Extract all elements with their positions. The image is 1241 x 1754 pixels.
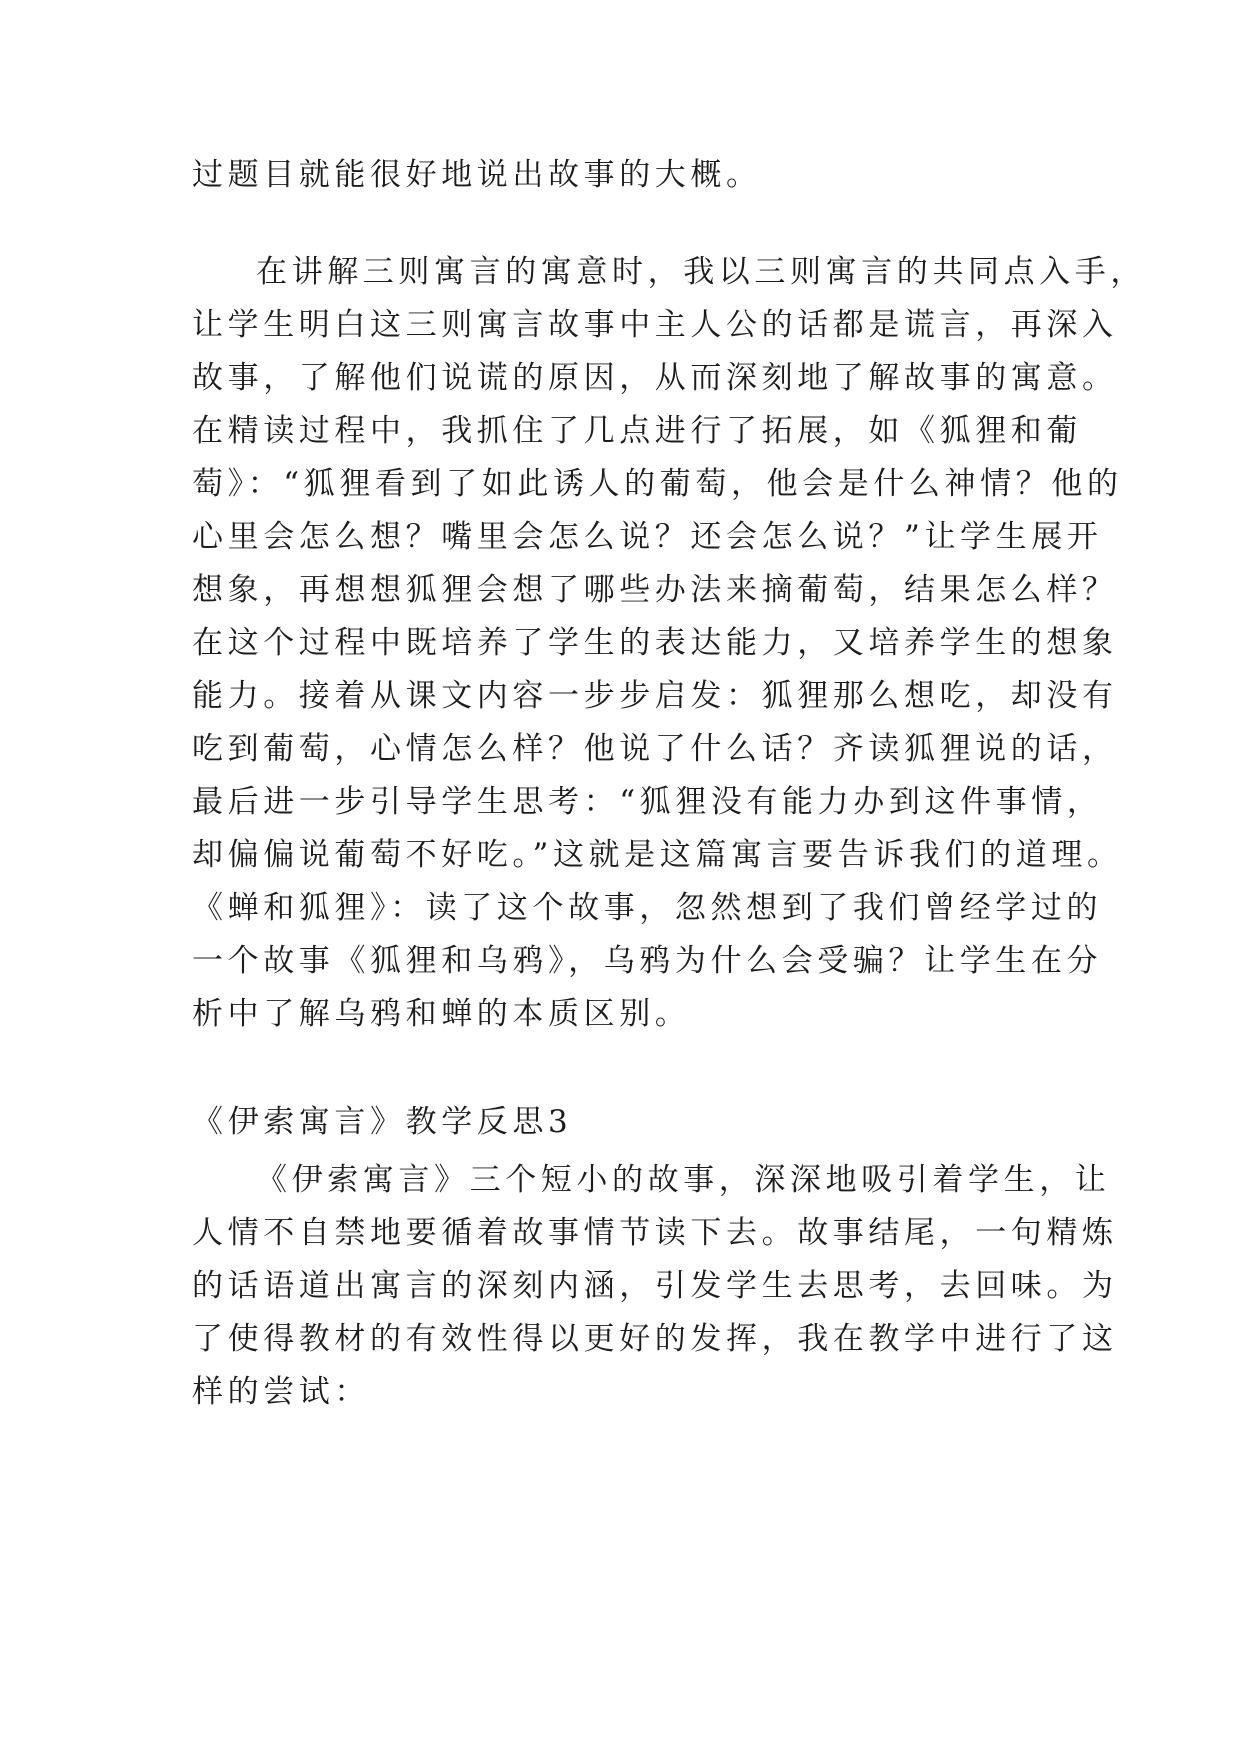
- paragraph-line: 一个故事《狐狸和乌鸦》，乌鸦为什么会受骗？让学生在分: [192, 943, 1103, 979]
- paragraph-line: 故事，了解他们说谎的原因，从而深刻地了解故事的寓意。: [192, 360, 1118, 396]
- paragraph-line: 了使得教材的有效性得以更好的发挥，我在教学中进行了这: [192, 1321, 1118, 1357]
- paragraph-line: 最后进一步引导学生思考：“狐狸没有能力办到这件事情，: [192, 784, 1103, 820]
- paragraph-line: 却偏偏说葡萄不好吃。”这就是这篇寓言要告诉我们的道理。: [192, 837, 1123, 873]
- paragraph-line: 人情不自禁地要循着故事情节读下去。故事结尾，一句精炼: [192, 1215, 1118, 1251]
- paragraph-line: 能力。接着从课文内容一步步启发：狐狸那么想吃，却没有: [192, 678, 1118, 714]
- paragraph-line: 析中了解乌鸦和蝉的本质区别。: [192, 996, 691, 1032]
- paragraph-line: 想象，再想想狐狸会想了哪些办法来摘葡萄，结果怎么样？: [192, 572, 1118, 608]
- paragraph-line: 样的尝试：: [192, 1374, 370, 1410]
- paragraph-line-first: 在讲解三则寓言的寓意时，我以三则寓言的共同点入手，: [256, 254, 1146, 290]
- paragraph-line: 心里会怎么想？嘴里会怎么说？还会怎么说？”让学生展开: [192, 519, 1103, 555]
- paragraph-line-first: 《伊索寓言》三个短小的故事，深深地吸引着学生，让: [256, 1162, 1111, 1198]
- paragraph-line: 《蝉和狐狸》：读了这个故事，忽然想到了我们曾经学过的: [192, 890, 1103, 926]
- section-heading: 《伊索寓言》教学反思3: [192, 1104, 573, 1140]
- paragraph-line: 在精读过程中，我抓住了几点进行了拓展，如《狐狸和葡: [192, 413, 1082, 449]
- paragraph-line: 萄》：“狐狸看到了如此诱人的葡萄，他会是什么神情？他的: [192, 466, 1123, 502]
- paragraph-line: 让学生明白这三则寓言故事中主人公的话都是谎言，再深入: [192, 307, 1118, 343]
- paragraph-line: 的话语道出寓言的深刻内涵，引发学生去思考，去回味。为: [192, 1268, 1118, 1304]
- paragraph-line: 吃到葡萄，心情怎么样？他说了什么话？齐读狐狸说的话，: [192, 731, 1118, 767]
- paragraph-line: 在这个过程中既培养了学生的表达能力，又培养学生的想象: [192, 625, 1118, 661]
- paragraph-line-continuation: 过题目就能很好地说出故事的大概。: [192, 157, 762, 193]
